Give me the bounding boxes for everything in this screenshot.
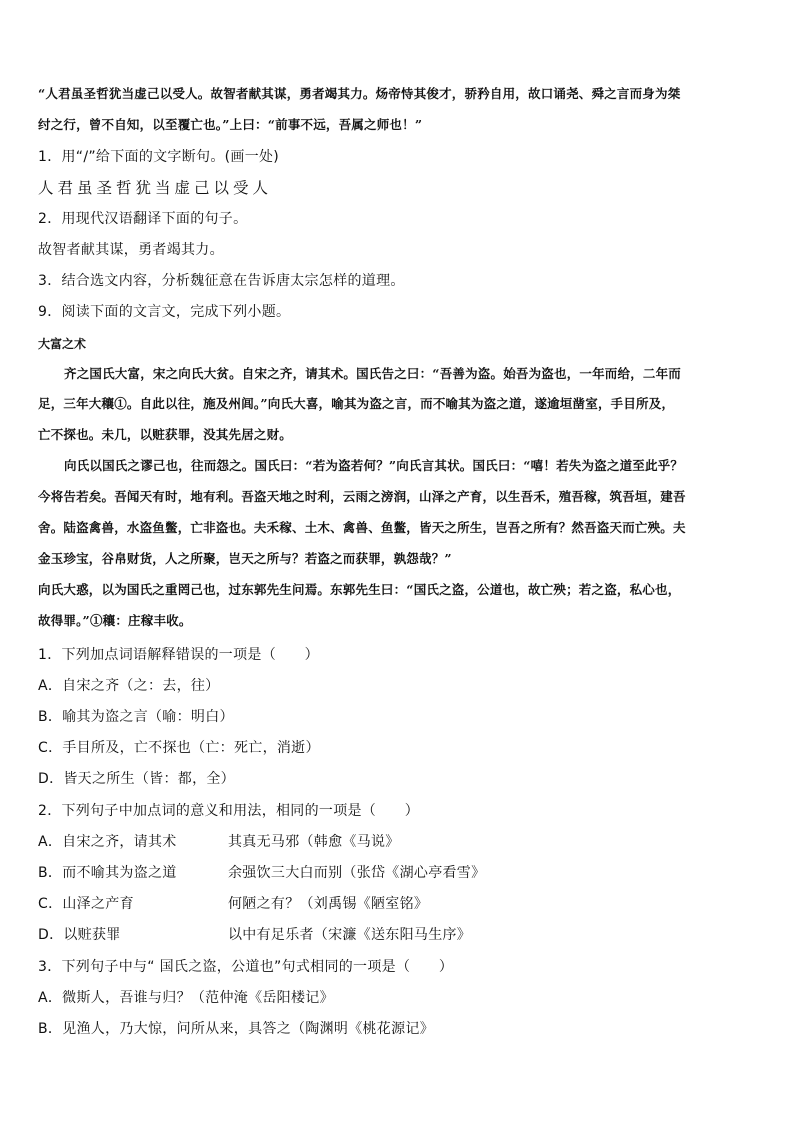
passage2-p1-line-3: 亡不探也。未几，以赃获罪，没其先居之财。 — [38, 427, 293, 442]
passage2-p3-line-2: 故得罪。”①穰：庄稼丰收。 — [38, 613, 192, 628]
option-a-right: 其真无马邪（韩愈《马说》 — [228, 834, 400, 850]
passage1-line-2: 纣之行，曾不自知，以至覆亡也。”上曰：“前事不远，吾属之师也！” — [38, 117, 423, 132]
passage2-p1-line-2: 足，三年大穰①。自此以往，施及州闾。”向氏大喜，喻其为盗之言，而不喻其为盗之道，遂逾垣凿室，手目所及， — [38, 396, 675, 411]
question-9-heading: 9．阅读下面的文言文，完成下列小题。 — [38, 304, 291, 320]
passage2-p1-line-1: 齐之国氏大富，宋之向氏大贫。自宋之齐，请其术。国氏告之曰：“吾善为盗。始吾为盗也，一年而给，二年而 — [64, 366, 681, 381]
passage2-p2-line-1: 向氏以国氏之谬己也，往而怨之。国氏曰：“若为盗若何？”向氏言其状。国氏曰：“嘻！若失为盗之道至此乎？ — [64, 458, 684, 473]
option-a-left: A．自宋之齐，请其术 — [38, 834, 177, 850]
mc-question-1-option-c: C．手目所及，亡不探也（亡：死亡，消逝） — [38, 740, 320, 756]
option-c-right: 何陋之有？（刘禹锡《陋室铭》 — [228, 896, 429, 912]
passage2-p2-line-3: 舍。陆盗禽兽，水盗鱼鳖，亡非盗也。夫禾稼、土木、禽兽、鱼鳖，皆天之所生，岂吾之所有？然吾盗天而亡殃。夫 — [38, 520, 686, 535]
option-c-left: C．山泽之产育 — [38, 896, 134, 912]
question-1: 1．用“/”给下面的文字断句。(画一处) — [38, 149, 280, 165]
mc-question-2-option-c — [38, 893, 428, 913]
question-1-text: 人君虽圣哲犹当虚己以受人 — [38, 179, 273, 197]
mc-question-2: 2．下列句子中加点词的意义和用法，相同的一项是（ ） — [38, 803, 420, 819]
passage2-p2-line-4: 金玉珍宝，谷帛财货，人之所聚，岂天之所与？若盗之而获罪，孰怨哉？” — [38, 551, 452, 566]
mc-question-3-option-a: A．微斯人，吾谁与归？（范仲淹《岳阳楼记》 — [38, 990, 334, 1006]
mc-question-2-option-a — [38, 831, 400, 851]
mc-question-1-option-d: D．皆天之所生（皆：都，全） — [38, 771, 235, 787]
passage2-title: 大富之术 — [38, 337, 87, 351]
option-d-left: D．以赃获罪 — [38, 927, 121, 943]
passage1-line-1: “人君虽圣哲犹当虚己以受人。故智者献其谋，勇者竭其力。炀帝恃其俊才，骄矜自用，故口诵尧、舜之言而身为桀 — [38, 86, 681, 101]
mc-question-2-option-b — [38, 862, 485, 882]
option-d-right: 以中有足乐者（宋濂《送东阳马生序》 — [228, 927, 472, 943]
passage2-p3-line-1: 向氏大惑，以为国氏之重罔己也，过东郭先生问焉。东郭先生曰：“国氏之盗，公道也，故亡殃；若之盗，私心也， — [38, 582, 681, 597]
mc-question-2-option-d — [38, 924, 471, 944]
mc-question-1-option-b: B．喻其为盗之言（喻：明白） — [38, 709, 234, 725]
mc-question-3: 3．下列句子中与“ 国氏之盗，公道也”句式相同的一项是（ ） — [38, 959, 454, 975]
question-3: 3．结合选文内容，分析魏征意在告诉唐太宗怎样的道理。 — [38, 273, 405, 289]
option-b-left: B．而不喻其为盗之道 — [38, 865, 177, 881]
mc-question-3-option-b: B．见渔人，乃大惊，问所从来，具答之（陶渊明《桃花源记》 — [38, 1021, 435, 1037]
mc-question-1: 1．下列加点词语解释错误的一项是（ ） — [38, 647, 319, 663]
option-b-right: 余强饮三大白而别（张岱《湖心亭看雪》 — [228, 865, 486, 881]
question-2: 2．用现代汉语翻译下面的句子。 — [38, 211, 248, 227]
mc-question-1-option-a: A．自宋之齐（之：去，往） — [38, 678, 220, 694]
passage2-p2-line-2: 今将告若矣。吾闻天有时，地有利。吾盗天地之时利，云雨之滂润，山泽之产育，以生吾禾，殖吾稼，筑吾垣，建吾 — [38, 489, 686, 504]
question-2-text: 故智者献其谋，勇者竭其力。 — [38, 242, 224, 258]
